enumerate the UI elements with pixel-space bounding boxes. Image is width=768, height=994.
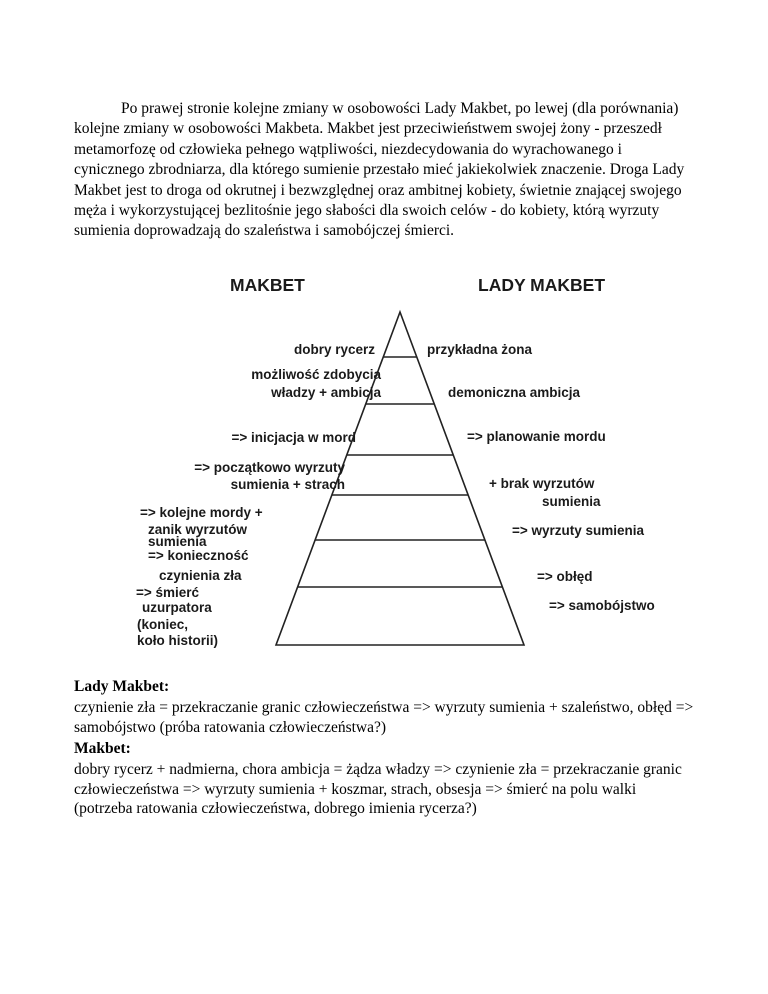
- left-label-1-line-1: dobry rycerz: [293, 342, 375, 357]
- left-label-7-line-4: koło historii): [137, 633, 218, 648]
- left-label-5-line-3: sumienia: [148, 534, 207, 549]
- left-label-6-line-2: czynienia zła: [159, 568, 242, 583]
- makbet-title: Makbet:: [74, 740, 131, 757]
- intro-paragraph: [74, 99, 696, 242]
- right-column-header: LADY MAKBET: [478, 275, 606, 295]
- left-label-4-line-1: => początkowo wyrzuty: [194, 460, 345, 475]
- left-label-2-line-2: władzy + ambicja: [271, 385, 381, 400]
- right-label-7-line-1: => samobójstwo: [549, 598, 655, 613]
- pyramid-outline: [276, 312, 524, 645]
- left-label-3-line-1: => inicjacja w mord: [231, 430, 356, 445]
- left-label-5-line-1: => kolejne mordy +: [140, 505, 263, 520]
- right-label-1-line-1: przykładna żona: [427, 342, 533, 357]
- left-label-7-line-3: (koniec,: [137, 617, 189, 632]
- left-label-5-line-2: zanik wyrzutów: [148, 522, 248, 537]
- right-label-2-line-1: demoniczna ambicja: [448, 385, 581, 400]
- lady-makbet-text: czynienie zła = przekraczanie granic człowieczeństwa => wyrzuty sumienia + szaleństwo, obłęd => samobójstwo (próba ratowania człowieczeństwa?): [74, 699, 694, 736]
- lady-makbet-title: Lady Makbet:: [74, 678, 170, 695]
- left-label-6-line-1: => konieczność: [148, 548, 249, 563]
- makbet-text: dobry rycerz + nadmierna, chora ambicja = żądza władzy => czynienie zła = przekraczanie granic człowieczeństwa => wyrzuty sumienia + koszmar, strach, obsesja => śmierć na polu walki (potrzeba ratowania człowieczeństwa, dobrego imienia rycerza?): [74, 761, 682, 818]
- left-label-2-line-1: możliwość zdobycia: [251, 367, 381, 382]
- right-label-4-line-2: sumienia: [542, 494, 601, 509]
- right-label-3-line-1: => planowanie mordu: [467, 429, 606, 444]
- intro-text: Po prawej stronie kolejne zmiany w osobowości Lady Makbet, po lewej (dla porównania) kolejne zmiany w osobowości Makbeta. Makbet jest przeciwieństwem swojej żony - przeszedł metamorfozę od człowieka pełnego wątpliwości, niezdecydowania do wyrachowanego i cynicznego zbrodniarza, dla którego sumienie przestało mieć jakiekolwiek znaczenie. Droga Lady Makbet jest to droga od okrutnej i bezwzględnej oraz ambitnej kobiety, świetnie znającej swojego męża i wykorzystującej bezlitośnie jego słabości dla swoich celów - do kobiety, którą wyrzuty sumienia doprowadzają do szaleństwa i samobójczej śmierci.: [74, 100, 685, 240]
- left-column-header: MAKBET: [230, 275, 305, 295]
- left-label-4-line-2: sumienia + strach: [230, 477, 345, 492]
- right-label-4-line-1: + brak wyrzutów: [489, 476, 595, 491]
- right-label-6-line-1: => obłęd: [537, 569, 593, 584]
- left-label-7-line-2: uzurpatora: [142, 600, 212, 615]
- left-label-7-line-1: => śmierć: [136, 585, 200, 600]
- right-label-5-line-1: => wyrzuty sumienia: [512, 523, 645, 538]
